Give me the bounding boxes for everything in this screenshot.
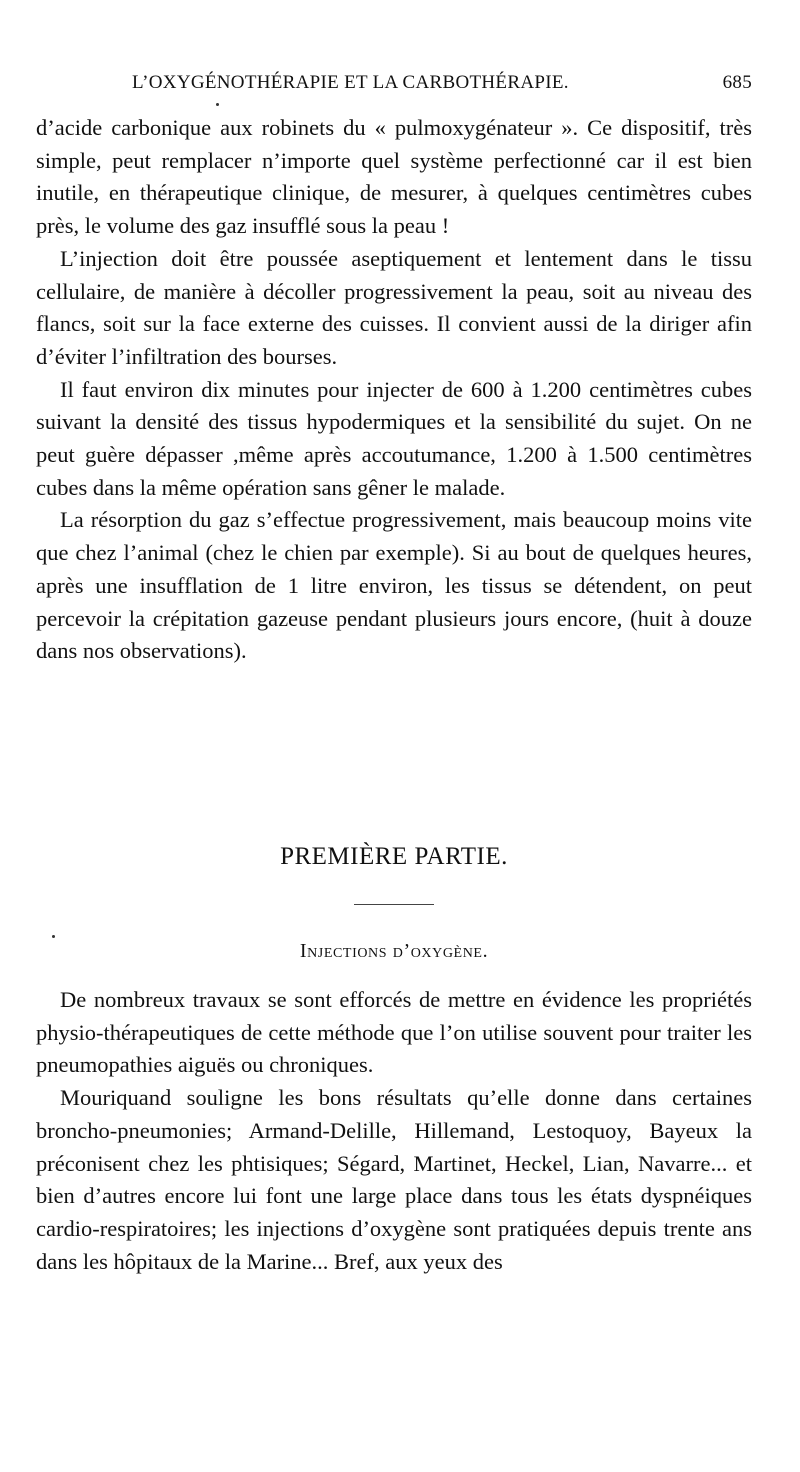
page-number: 685 bbox=[722, 72, 752, 93]
section-text bbox=[36, 984, 752, 1278]
ink-speck bbox=[52, 935, 55, 938]
ink-speck bbox=[216, 103, 219, 106]
part-heading: PREMIÈRE PARTIE. bbox=[280, 843, 508, 870]
running-title: L’OXYGÉNOTHÉRAPIE ET LA CARBOTHÉRAPIE. bbox=[132, 72, 569, 93]
paragraph-authors: Mouriquand souligne les bons résultats qu’elle donne dans certaines broncho-pneumonies; Armand-Delille, Hillemand, Lestoquoy, Bayeux la préconisent chez les phtisiques; Ségard, Martinet, Heckel, Lian, Navarre... et bien d’autres encore lui font une large place dans tous les états dyspnéiques cardio-respiratoires; les injections d’oxygène sont pratiquées depuis trente ans dans les hôpitaux de la Marine... Bref, aux yeux des bbox=[36, 1085, 752, 1274]
section-heading: Injections d’oxygène. bbox=[299, 940, 489, 962]
running-header bbox=[36, 72, 752, 102]
paragraph-works: De nombreux travaux se sont efforcés de mettre en évidence les propriétés physio-thérapeutiques de cette méthode que l’on utilise souvent pour traiter les pneumopathies aiguës ou chroniques. bbox=[36, 987, 752, 1078]
paragraph-duration: Il faut environ dix minutes pour injecter de 600 à 1.200 centimètres cubes suivant la densité des tissus hypodermiques et la sensibilité du sujet. On ne peut guère dépasser ,même après accoutumance, 1.200 à 1.500 centimètres cubes dans la même opération sans gêner le malade. bbox=[36, 376, 752, 500]
paragraph-continued: d’acide carbonique aux robinets du « pulmoxygénateur ». Ce dispositif, très simple, peut remplacer n’importe quel système perfectionné car il est bien inutile, en thérapeutique clinique, de mesurer, à quelques centimètres cubes près, le volume des gaz insufflé sous la peau ! bbox=[36, 115, 752, 239]
book-page bbox=[36, 0, 752, 1472]
intro-text bbox=[36, 112, 752, 668]
paragraph-resorption: La résorption du gaz s’effectue progressivement, mais beaucoup moins vite que chez l’animal (chez le chien par exemple). Si au bout de quelques heures, après une insufflation de 1 litre environ, les tissus se détendent, on peut percevoir la crépitation gazeuse pendant plusieurs jours encore, (huit à douze dans nos observations). bbox=[36, 507, 752, 664]
paragraph-injection: L’injection doit être poussée aseptiquement et lentement dans le tissu cellulaire, de manière à décoller progressivement la peau, soit au niveau des flancs, soit sur la face externe des cuisses. Il convient aussi de la diriger afin d’éviter l’infiltration des bourses. bbox=[36, 245, 752, 369]
section-divider-rule bbox=[354, 904, 434, 905]
